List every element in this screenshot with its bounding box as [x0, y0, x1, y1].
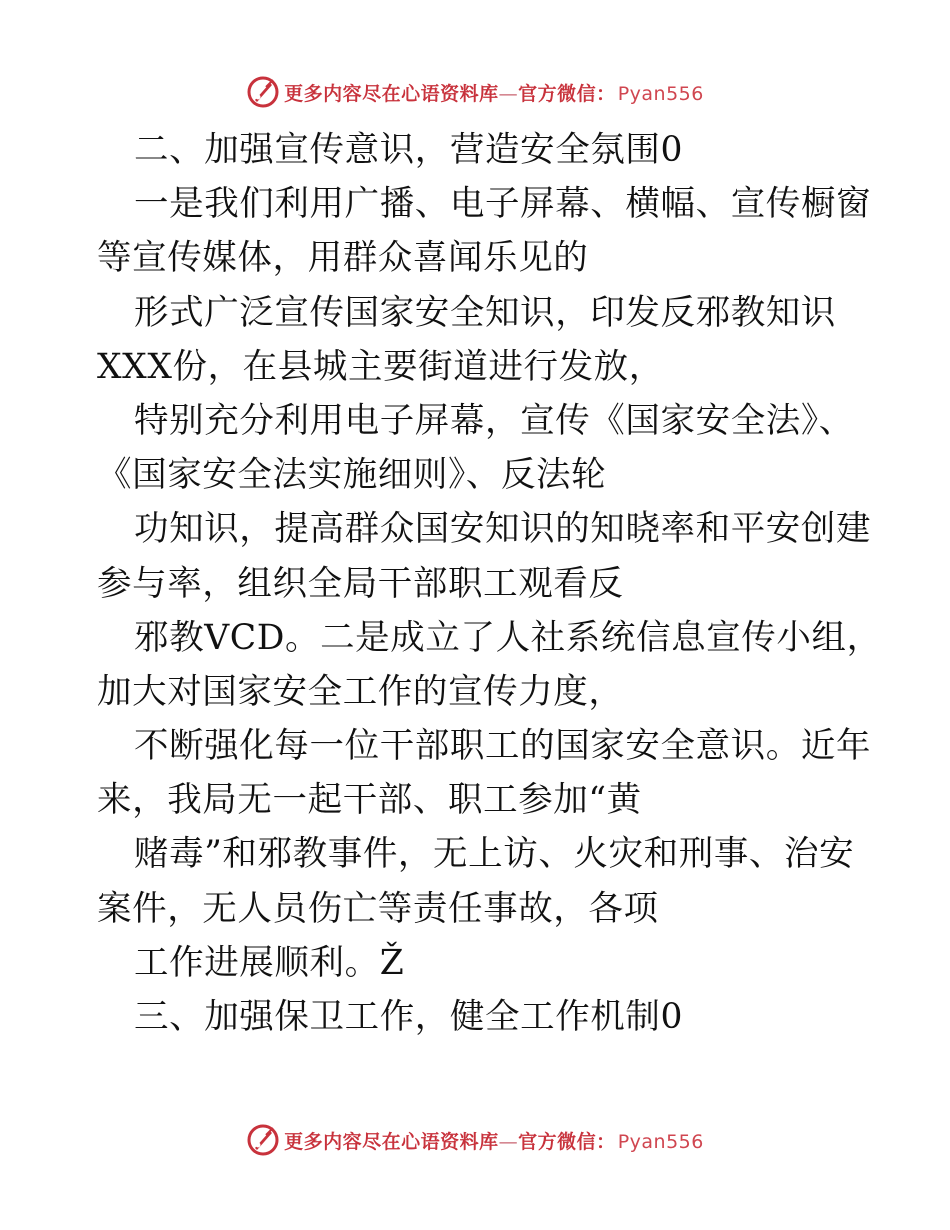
- body-text-line: 特别充分利用电子屏幕，宣传《国家安全法》、: [134, 400, 854, 441]
- body-text-line: XXX份，在县城主要街道进行发放，: [97, 346, 664, 387]
- body-text-line: 等宣传媒体，用群众喜闻乐见的: [97, 238, 589, 279]
- footer-watermark: [0, 1120, 950, 1160]
- watermark-wechat-id: Pyan556: [617, 1130, 704, 1153]
- body-text-line: 参与率，组织全局干部职工观看反: [97, 563, 624, 604]
- document-body: [97, 123, 882, 1044]
- watermark-label: 官方微信：: [518, 1130, 616, 1153]
- quill-logo-icon: [246, 1123, 280, 1157]
- body-text-line: 邪教VCD。二是成立了人社系统信息宣传小组，: [134, 617, 882, 658]
- watermark-dash: —: [498, 1130, 519, 1153]
- body-text-line: 一是我们利用广播、电子屏幕、横幅、宣传橱窗: [134, 184, 872, 225]
- body-text-line: 《国家安全法实施细则》、反法轮: [97, 455, 607, 496]
- quill-logo-icon: [246, 75, 280, 109]
- body-text-line: 功知识，提高群众国安知识的知晓率和平安创建: [134, 509, 872, 550]
- body-text-line: 赌毒”和邪教事件，无上访、火灾和刑事、治安: [134, 834, 855, 875]
- header-watermark: [0, 72, 950, 112]
- watermark-dash: —: [498, 82, 519, 105]
- body-text-line: 案件，无人员伤亡等责任事故，各项: [97, 888, 659, 929]
- watermark-site-text: 更多内容尽在心语资料库: [284, 82, 499, 105]
- body-text-line: 形式广泛宣传国家安全知识，印发反邪教知识: [134, 292, 836, 333]
- watermark-label: 官方微信：: [518, 82, 616, 105]
- body-text-line: 三、加强保卫工作，健全工作机制0: [134, 997, 684, 1037]
- watermark-site-text: 更多内容尽在心语资料库: [284, 1130, 499, 1153]
- body-text-line: 不断强化每一位干部职工的国家安全意识。近年: [134, 726, 872, 767]
- body-text-line: 加大对国家安全工作的宣传力度，: [97, 671, 624, 712]
- body-text-line: 工作进展顺利。Ž: [134, 942, 405, 983]
- body-text-line: 来，我局无一起干部、职工参加“黄: [97, 780, 642, 821]
- watermark-wechat-id: Pyan556: [617, 82, 704, 105]
- body-text-line: 二、加强宣传意识，营造安全氛围0: [134, 130, 684, 170]
